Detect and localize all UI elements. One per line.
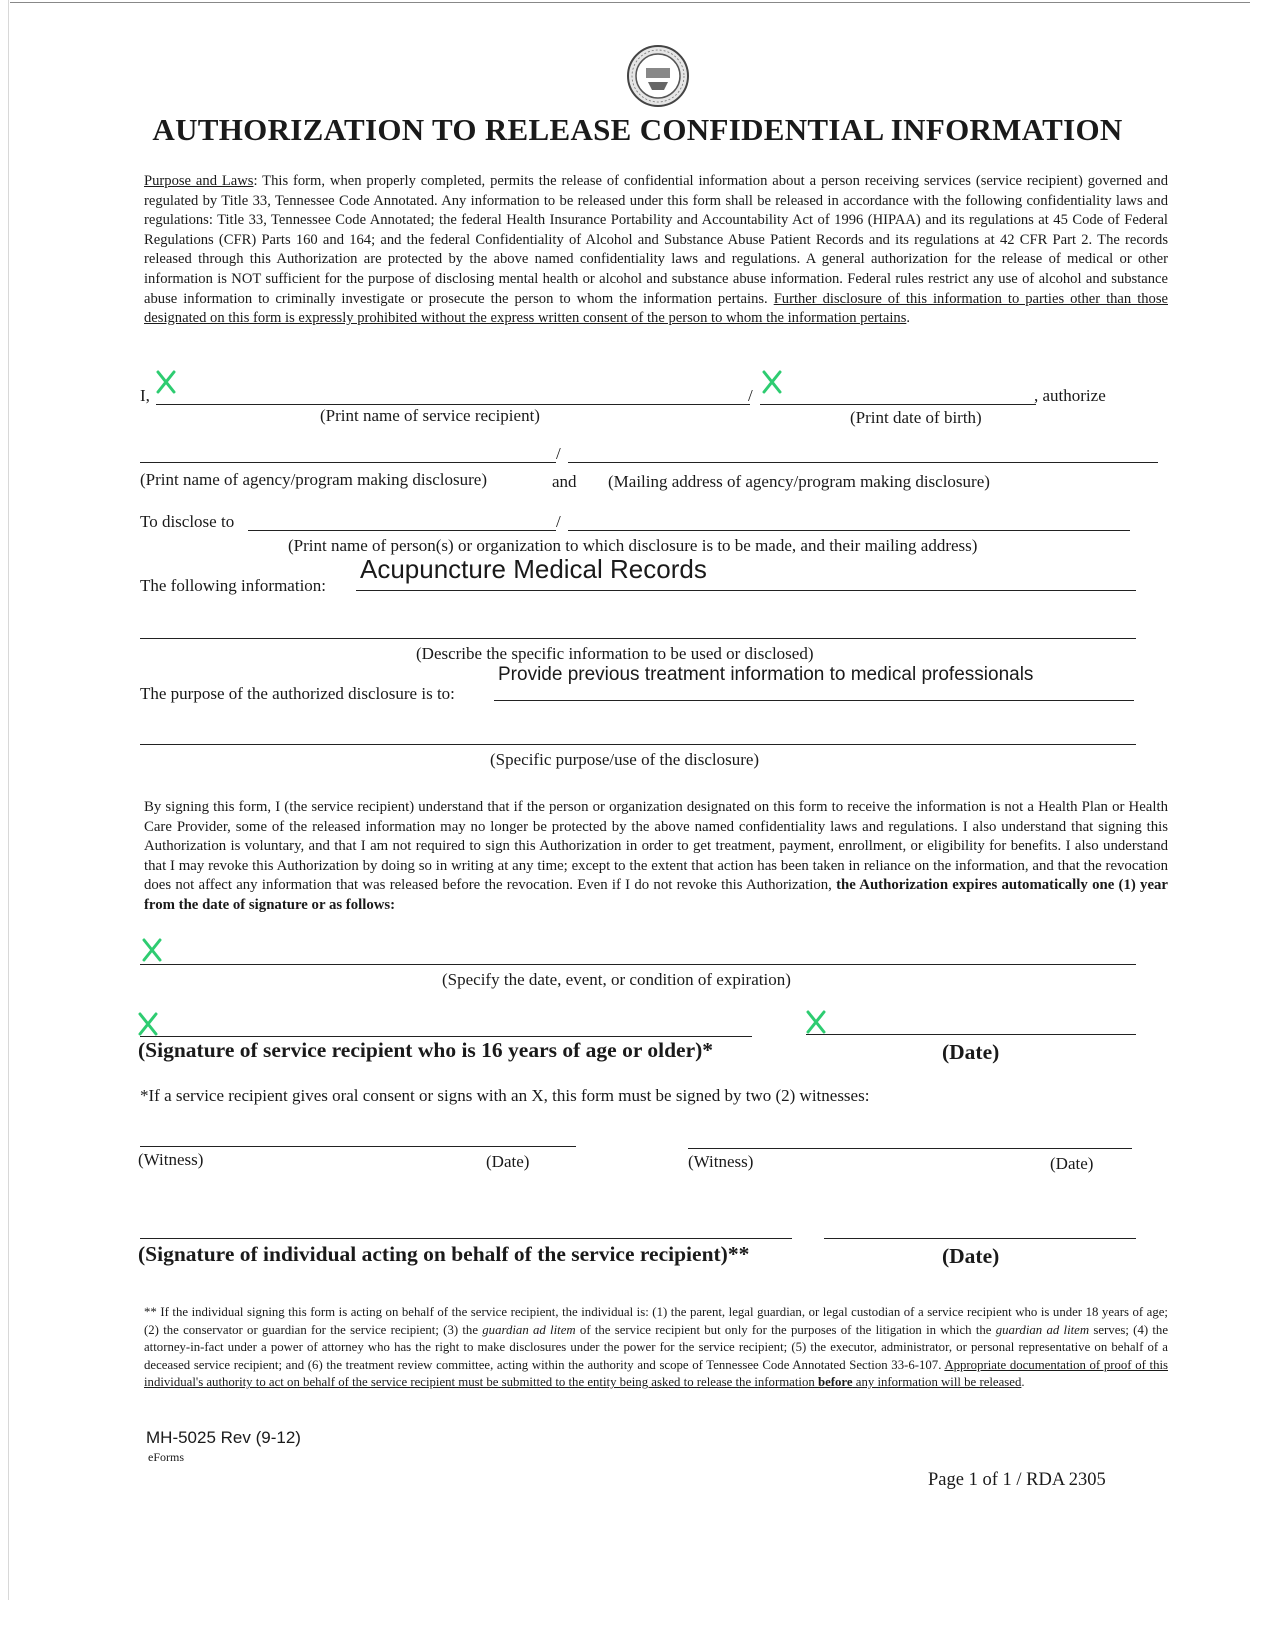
disclose-to-caption: (Print name of person(s) or organization to which disclosure is to be made, and their mailing address) — [288, 536, 978, 555]
footnote: ** If the individual signing this form is acting on behalf of the service recipient, the individual is: (1) the parent, legal guardian, or legal custodian of a service recipient who is under 18 years of age; (2) the conservator or guardian for the service recipient; (3) the guardian ad litem of the service recipient but only for the purposes of the litigation in which the guardian ad litem serves; (4) the attorney-in-fact under a power of attorney who has the right to make disclosures under the power for the service recipient; (5) the executor, administrator, or personal representative on behalf of a deceased service recipient; and (6) the treatment review committee, acting within the authority and scope of Tennessee Code Annotated Section 33-6-107. Appropriate documentation of proof of this individual's authority to act on behalf of the service recipient must be submitted to the entity being asked to release the information before any information will be released. — [144, 1305, 1169, 1390]
disclose-to-label: To disclose to — [140, 512, 235, 531]
witness-2-field[interactable] — [688, 1138, 1132, 1149]
purpose-field[interactable] — [494, 686, 1134, 701]
purpose-value: Provide previous treatment information to medical professionals — [498, 664, 1034, 685]
x-mark-icon — [758, 368, 786, 396]
info-value: Acupuncture Medical Records — [360, 554, 707, 584]
behalf-date-field[interactable] — [824, 1228, 1136, 1239]
recipient-signature-caption: (Signature of service recipient who is 16 years of age or older)* — [138, 1038, 714, 1062]
consent-paragraph: By signing this form, I (the service recipient) understand that if the person or organization designated on this form to receive the information is not a Health Plan or Health Care Provider, some of the released information may no longer be protected by the above named confidentiality laws and regulations. I also understand that signing this Authorization is voluntary, and that I am not required to sign this Authorization in order to get treatment, payment, enrollment, or eligibility for benefits. I also understand that I may revoke this Authorization by doing so in writing at any time; except to the extent that action has been taken in reliance on the information, and that the revocation does not affect any information that was released before the revocation. Even if I do not revoke this Authorization, the Authorization expires automatically one (1) year from the date of signature or as follows: — [144, 799, 1168, 913]
behalf-date-caption: (Date) — [942, 1244, 1000, 1268]
witness-2-date-caption: (Date) — [1050, 1154, 1094, 1173]
agency-name-caption: (Print name of agency/program making disclosure) — [140, 470, 487, 489]
i-label: I, — [140, 386, 150, 405]
recipient-date-caption: (Date) — [942, 1040, 1000, 1064]
info-label: The following information: — [140, 576, 327, 595]
purpose-field-line-2[interactable] — [140, 734, 1136, 745]
agency-address-caption: (Mailing address of agency/program making disclosure) — [608, 472, 990, 491]
and-label: and — [552, 472, 577, 491]
x-mark-icon — [152, 368, 180, 396]
disclose-to-address-field[interactable] — [568, 516, 1130, 531]
disclose-to-name-field[interactable] — [248, 516, 556, 531]
witness-1-caption: (Witness) — [138, 1150, 204, 1169]
slash: / — [748, 386, 753, 405]
witness-1-date-caption: (Date) — [486, 1152, 530, 1171]
witness-1-field[interactable] — [140, 1136, 576, 1147]
purpose-heading: Purpose and Laws — [144, 173, 254, 189]
info-caption: (Describe the specific information to be used or disclosed) — [416, 644, 814, 663]
purpose-and-laws: Purpose and Laws: This form, when properly completed, permits the release of confidential information about a person receiving services (service recipient) governed and regulated by Title 33, Tennessee Code Annotated. Any information to be released under this form shall be released in accordance with the following confidentiality laws and regulations: Title 33, Tennessee Code Annotated; the federal Health Insurance Portability and Accountability Act of 1996 (HIPAA) and its regulations at 45 Code of Federal Regulations (CFR) Parts 160 and 164; and the federal Confidentiality of Alcohol and Substance Abuse Patient Records and its regulations at 42 CFR Part 2. The records released through this Authorization are protected by the above named confidentiality laws and regulations. A general authorization for the release of medical or other information is NOT sufficient for the purpose of disclosing mental health or alcohol and substance abuse information. Federal rules restrict any use of alcohol and substance abuse information to criminally investigate or prosecute the person to whom the information pertains. Further disclosure of this information to parties other than those designated on this form is expressly prohibited without the express written consent of the person to whom the information pertains. — [144, 173, 1168, 327]
witness-note: *If a service recipient gives oral consent or signs with an X, this form must be signed by two (2) witnesses: — [140, 1086, 870, 1105]
recipient-signature-field[interactable] — [140, 1022, 752, 1037]
recipient-name-caption: (Print name of service recipient) — [320, 406, 540, 425]
info-field-line-2[interactable] — [140, 628, 1136, 639]
slash: / — [556, 512, 561, 531]
authorize-label: , authorize — [1034, 386, 1106, 405]
scan-top-edge — [10, 2, 1250, 3]
dob-field[interactable] — [760, 390, 1036, 405]
expiration-field[interactable] — [140, 950, 1136, 965]
behalf-signature-caption: (Signature of individual acting on behalf of the service recipient)** — [138, 1242, 750, 1266]
witness-2-caption: (Witness) — [688, 1152, 754, 1171]
behalf-signature-field[interactable] — [140, 1228, 792, 1239]
expiration-notice: the Authorization expires automatically one (1) year from the date of signature or as follows: — [144, 877, 1168, 913]
scan-left-edge — [8, 0, 9, 1600]
expiration-caption: (Specify the date, event, or condition of expiration) — [442, 970, 791, 989]
form-number: MH-5025 Rev (9-12) — [146, 1428, 301, 1447]
form-title: AUTHORIZATION TO RELEASE CONFIDENTIAL INFORMATION — [152, 112, 1123, 147]
dob-caption: (Print date of birth) — [850, 408, 982, 427]
purpose-underlined: Further disclosure of this information to parties other than those designated on this form is expressly prohibited without the express written consent of the person to whom the information pertains — [144, 290, 1168, 327]
purpose-caption: (Specific purpose/use of the disclosure) — [490, 750, 760, 769]
eforms-label: eForms — [148, 1450, 184, 1464]
purpose-text: : This form, when properly completed, permits the release of confidential information about a person receiving services (service recipient) governed and regulated by Title 33, Tennessee Code Annotated. Any information to be released under this form shall be released in accordance with the following confidentiality laws and regulations: Title 33, Tennessee Code Annotated; the federal Health Insurance Portability and Accountability Act of 1996 (HIPAA) and its regulations at 45 Code of Federal Regulations (CFR) Parts 160 and 164; and the federal Confidentiality of Alcohol and Substance Abuse Patient Records and its regulations at 42 CFR Part 2. The records released through this Authorization are protected by the above named confidentiality laws and regulations. A general authorization for the release of medical or other information is NOT sufficient for the purpose of disclosing mental health or alcohol and substance abuse information. Federal rules restrict any use of alcohol and substance abuse information to criminally investigate or prosecute the person to whom the information pertains. — [144, 173, 1168, 307]
purpose-label: The purpose of the authorized disclosure is to: — [140, 684, 455, 703]
slash: / — [556, 444, 561, 463]
recipient-name-field[interactable] — [156, 390, 750, 405]
recipient-date-field[interactable] — [806, 1020, 1136, 1035]
state-seal-icon — [626, 44, 690, 108]
page-number: Page 1 of 1 / RDA 2305 — [928, 1470, 1106, 1490]
agency-name-field[interactable] — [140, 448, 556, 463]
agency-address-field[interactable] — [568, 448, 1158, 463]
